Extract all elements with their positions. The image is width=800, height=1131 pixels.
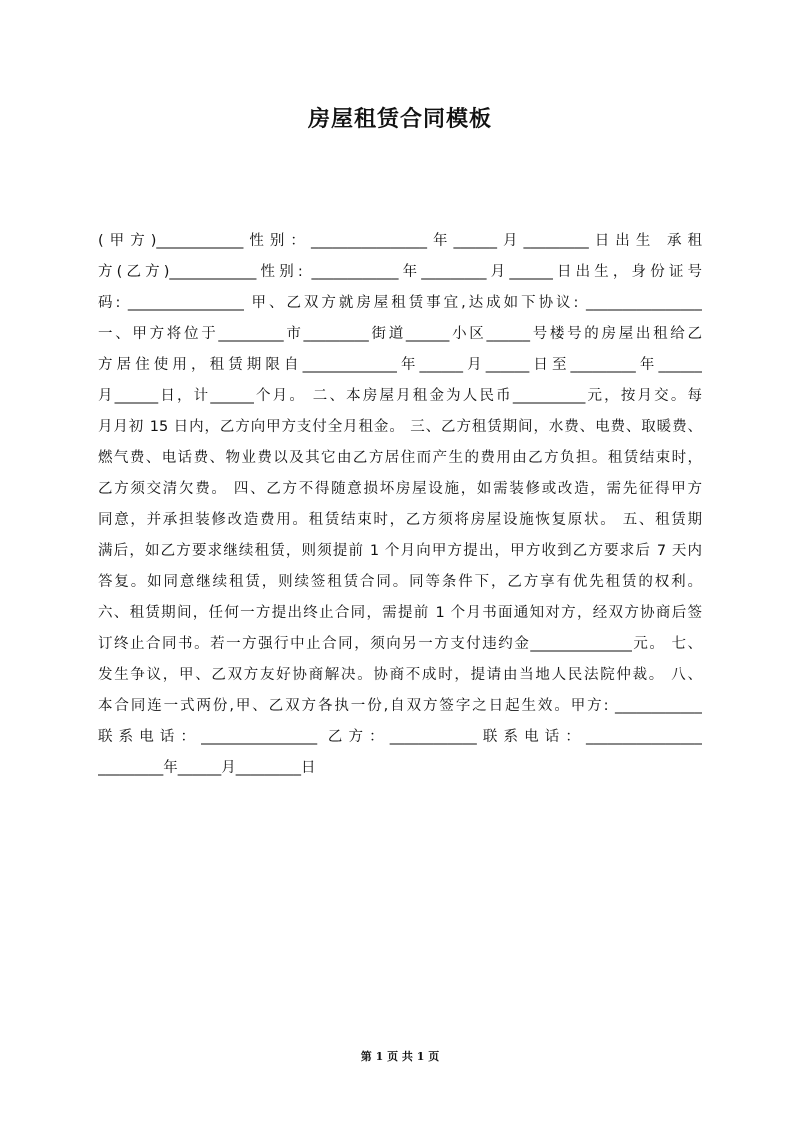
body-line: 六、租赁期间，任何一方提出终止合同，需提前 1 个月书面通知对方，经双方协商后签 bbox=[98, 605, 702, 621]
contract-body bbox=[98, 226, 702, 784]
page-number-footer: 第 1 页 共 1 页 bbox=[360, 1050, 440, 1063]
body-line: 码: ________________ 甲、乙双方就房屋租赁事宜,达成如下协议: ________________ bbox=[98, 295, 702, 311]
body-line: 满后，如乙方要求继续租赁，则须提前 1 个月向甲方提出，甲方收到乙方要求后 7 天内 bbox=[98, 543, 702, 559]
body-line: 乙方须交清欠费。 四、乙方不得随意损坏房屋设施，如需装修或改造，需先征得甲方 bbox=[98, 481, 702, 497]
body-line: 同意，并承担装修改造费用。租赁结束时，乙方须将房屋设施恢复原状。 五、租赁期 bbox=[98, 512, 702, 528]
body-line: 方(乙方)____________性别: ____________年_________月______日出生，身份证号 bbox=[98, 264, 702, 280]
body-line: 一、甲方将位于_________市_________街道______小区______号楼号的房屋出租给乙 bbox=[98, 326, 702, 342]
body-line: 联系电话：________________ 乙方：____________联系电话：________________ bbox=[98, 729, 702, 745]
body-line: 本合同连一式两份,甲、乙双方各执一份,自双方签字之日起生效。甲方: ____________ bbox=[98, 698, 702, 714]
body-line: 答复。如同意继续租赁，则续签租赁合同。同等条件下，乙方享有优先租赁的权利。 bbox=[98, 574, 702, 590]
body-line: 订终止合同书。若一方强行中止合同，须向另一方支付违约金______________元。 七、 bbox=[98, 636, 702, 652]
body-line: 月月初 15 日内，乙方向甲方支付全月租金。 三、乙方租赁期间，水费、电费、取暖费、 bbox=[98, 419, 702, 435]
body-line: (甲方)____________性别：________________年______月_________日出生 承租 bbox=[98, 233, 702, 249]
body-line: 燃气费、电话费、物业费以及其它由乙方居住而产生的费用由乙方负担。租赁结束时， bbox=[98, 450, 702, 466]
body-line: 方居住使用，租赁期限自_____________年______月______日至_________年______ bbox=[98, 357, 702, 373]
body-line: 月______日，计______个月。 二、本房屋月租金为人民币__________元，按月交。每 bbox=[98, 388, 702, 404]
body-line: _________年______月_________日 bbox=[98, 760, 316, 776]
document-title: 房屋租赁合同模板 bbox=[307, 107, 492, 132]
body-line: 发生争议，甲、乙双方友好协商解决。协商不成时，提请由当地人民法院仲裁。 八、 bbox=[98, 667, 702, 683]
